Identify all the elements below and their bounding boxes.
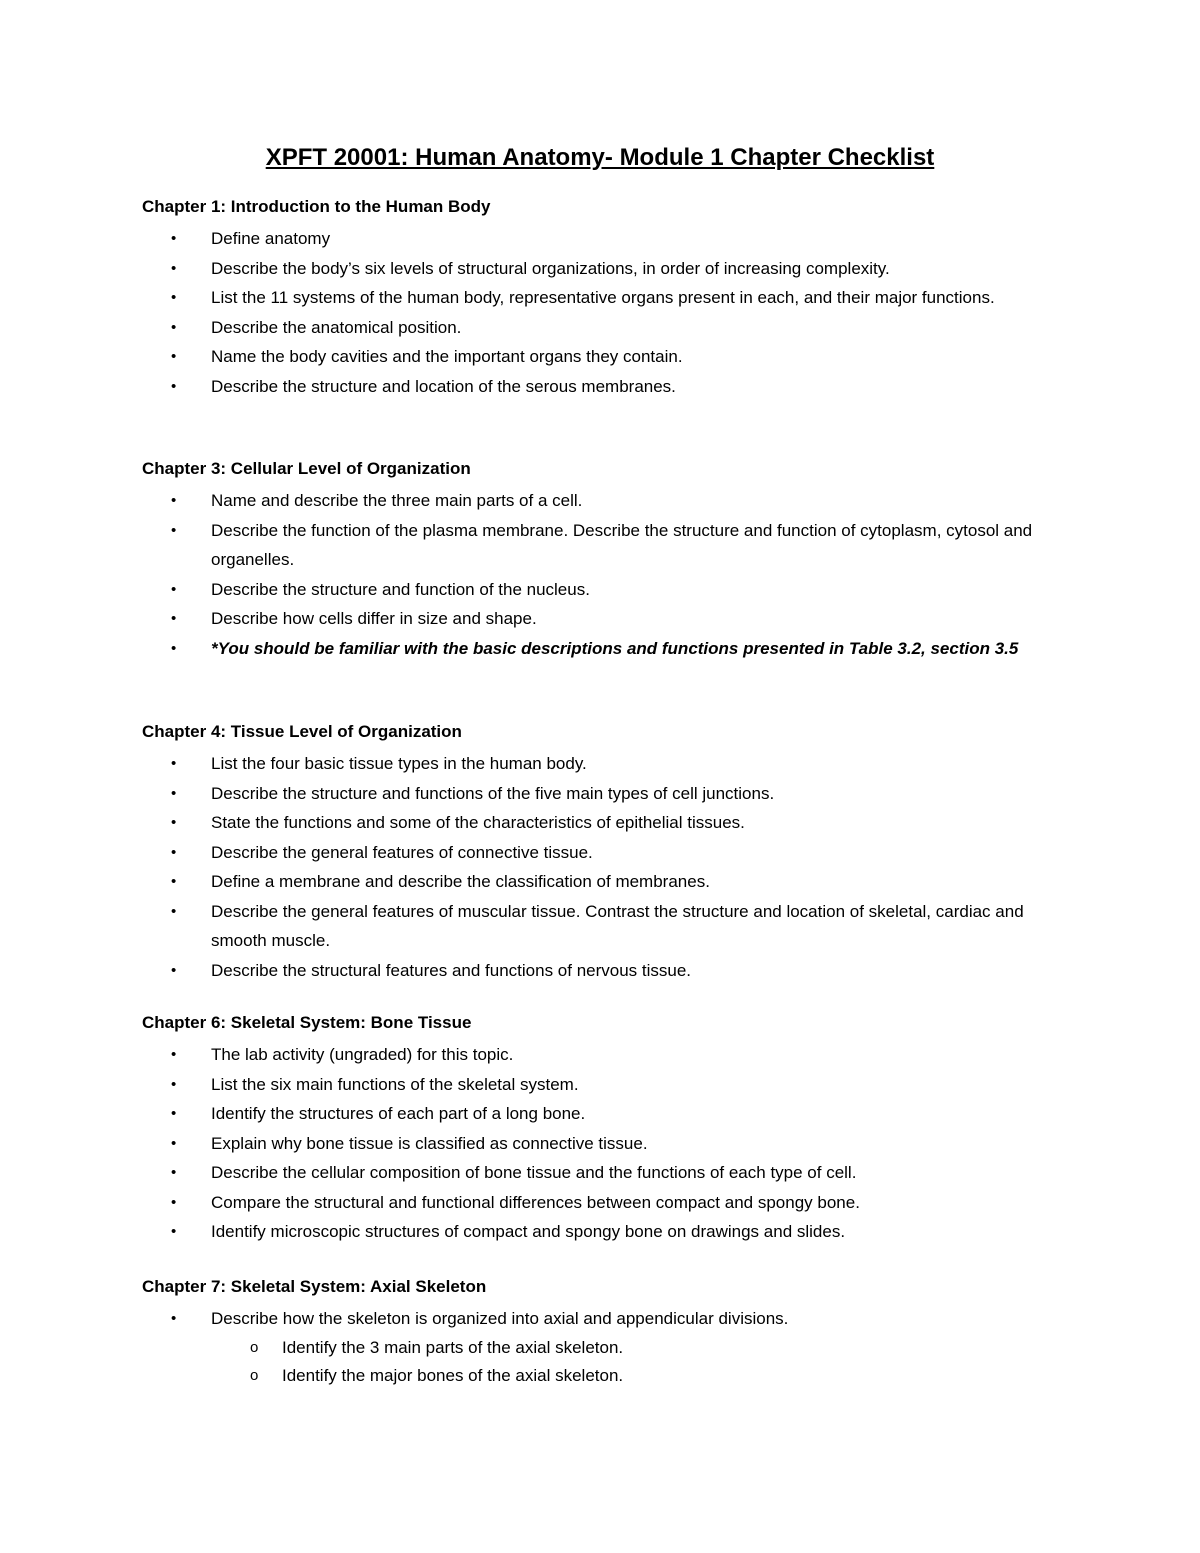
checklist [142, 1040, 1082, 1247]
list-item-text: Define anatomy [211, 229, 331, 248]
chapter-6-section [142, 1011, 1082, 1247]
chapter-heading: Chapter 3: Cellular Level of Organization [142, 459, 471, 478]
checklist [142, 749, 1082, 985]
list-item-text: Describe the general features of connective tissue. [211, 842, 593, 862]
list-item-text: Describe the anatomical position. [211, 317, 462, 337]
bullet-icon: • [171, 1046, 177, 1063]
bullet-icon: • [171, 873, 177, 890]
bullet-icon: • [171, 259, 177, 277]
list-item-text: Identify microscopic structures of compact and spongy bone on drawings and slides. [211, 1222, 846, 1241]
list-item-text: State the functions and some of the characteristics of epithelial tissues. [211, 813, 745, 832]
list-item [142, 1158, 1082, 1188]
list-item [142, 1070, 1082, 1100]
chapter-7-section [142, 1275, 1082, 1391]
bullet-icon: • [171, 580, 177, 598]
list-item-text: Describe how cells differ in size and shape. [211, 609, 537, 628]
bullet-icon: • [171, 1193, 177, 1211]
sub-list-item [142, 1362, 1082, 1391]
list-item [142, 516, 1082, 575]
list-item [142, 342, 1082, 372]
list-item-text: Describe the structure and location of the serous membranes. [211, 376, 676, 396]
list-item-text: Identify the structures of each part of a long bone. [211, 1104, 586, 1123]
circle-bullet-icon: o [250, 1367, 259, 1384]
chapter-heading: Chapter 6: Skeletal System: Bone Tissue [142, 1013, 472, 1032]
chapter-heading: Chapter 7: Skeletal System: Axial Skeleton [142, 1277, 487, 1296]
list-item [142, 1217, 1082, 1247]
list-item-text: Describe the function of the plasma membrane. Describe the structure and function of cytoplasm, cytosol and organelles. [211, 520, 1033, 569]
bullet-icon: • [171, 639, 177, 657]
bullet-icon: • [171, 348, 177, 365]
list-item [142, 372, 1082, 402]
checklist [142, 1304, 1082, 1334]
list-item [142, 808, 1082, 838]
list-item [142, 224, 1082, 254]
list-item [142, 749, 1082, 779]
checklist [142, 486, 1082, 663]
list-item [142, 779, 1082, 809]
bullet-icon: • [171, 230, 177, 247]
list-item-text: Describe the structural features and functions of nervous tissue. [211, 960, 692, 980]
sub-checklist [142, 1334, 1082, 1391]
list-item-note [142, 634, 1082, 664]
chapter-heading: Chapter 4: Tissue Level of Organization [142, 722, 462, 741]
list-item-text: *You should be familiar with the basic descriptions and functions presented in Table 3.2, section 3.5 [211, 638, 1019, 658]
list-item-text: Name and describe the three main parts of a cell. [211, 491, 583, 510]
bullet-icon: • [171, 1164, 177, 1181]
bullet-icon: • [171, 961, 177, 979]
list-item [142, 604, 1082, 634]
chapter-1-section [142, 195, 1082, 401]
circle-bullet-icon: o [250, 1338, 259, 1356]
chapter-3-section [142, 457, 1082, 663]
list-item-text: List the 11 systems of the human body, representative organs present in each, and their major functions. [211, 288, 995, 307]
chapter-heading: Chapter 1: Introduction to the Human Body [142, 197, 491, 216]
list-item-text: Describe the general features of muscular tissue. Contrast the structure and location of skeletal, cardiac and smooth muscle. [211, 901, 1024, 950]
sub-list-item-text: Identify the 3 main parts of the axial skeleton. [282, 1337, 624, 1357]
list-item-text: Describe the structure and function of the nucleus. [211, 579, 590, 599]
sub-list-item [142, 1334, 1082, 1363]
sub-list-item-text: Identify the major bones of the axial skeleton. [282, 1366, 624, 1385]
list-item [142, 575, 1082, 605]
list-item-text: List the four basic tissue types in the human body. [211, 754, 587, 773]
bullet-icon: • [171, 755, 177, 772]
bullet-icon: • [171, 289, 177, 306]
list-item [142, 313, 1082, 343]
bullet-icon: • [171, 814, 177, 831]
bullet-icon: • [171, 1134, 177, 1152]
list-item [142, 897, 1082, 956]
bullet-icon: • [171, 318, 177, 336]
list-item [142, 1040, 1082, 1070]
list-item [142, 1304, 1082, 1334]
bullet-icon: • [171, 610, 177, 627]
bullet-icon: • [171, 902, 177, 920]
list-item [142, 956, 1082, 986]
list-item [142, 1099, 1082, 1129]
bullet-icon: • [171, 784, 177, 802]
bullet-icon: • [171, 1223, 177, 1240]
bullet-icon: • [171, 1075, 177, 1093]
list-item-text: Explain why bone tissue is classified as connective tissue. [211, 1133, 648, 1153]
bullet-icon: • [171, 1105, 177, 1122]
list-item-text: Describe the cellular composition of bone tissue and the functions of each type of cell. [211, 1163, 857, 1182]
list-item-text: List the six main functions of the skeletal system. [211, 1074, 579, 1094]
chapter-4-section [142, 720, 1082, 985]
list-item-text: Describe how the skeleton is organized into axial and appendicular divisions. [211, 1309, 789, 1328]
document-title: XPFT 20001: Human Anatomy- Module 1 Chapter Checklist [265, 144, 935, 171]
bullet-icon: • [171, 377, 177, 395]
list-item [142, 1188, 1082, 1218]
bullet-icon: • [171, 1310, 177, 1327]
bullet-icon: • [171, 492, 177, 509]
list-item-text: Define a membrane and describe the classification of membranes. [211, 872, 710, 891]
list-item [142, 1129, 1082, 1159]
list-item [142, 254, 1082, 284]
list-item [142, 867, 1082, 897]
list-item-text: Describe the structure and functions of the five main types of cell junctions. [211, 783, 775, 803]
list-item [142, 486, 1082, 516]
bullet-icon: • [171, 843, 177, 861]
list-item-text: Describe the body’s six levels of structural organizations, in order of increasing complexity. [211, 258, 890, 278]
list-item-text: The lab activity (ungraded) for this topic. [211, 1045, 514, 1064]
list-item [142, 283, 1082, 313]
list-item-text: Compare the structural and functional differences between compact and spongy bone. [211, 1192, 860, 1212]
list-item-text: Name the body cavities and the important organs they contain. [211, 347, 683, 366]
bullet-icon: • [171, 521, 177, 539]
checklist [142, 224, 1082, 401]
list-item [142, 838, 1082, 868]
